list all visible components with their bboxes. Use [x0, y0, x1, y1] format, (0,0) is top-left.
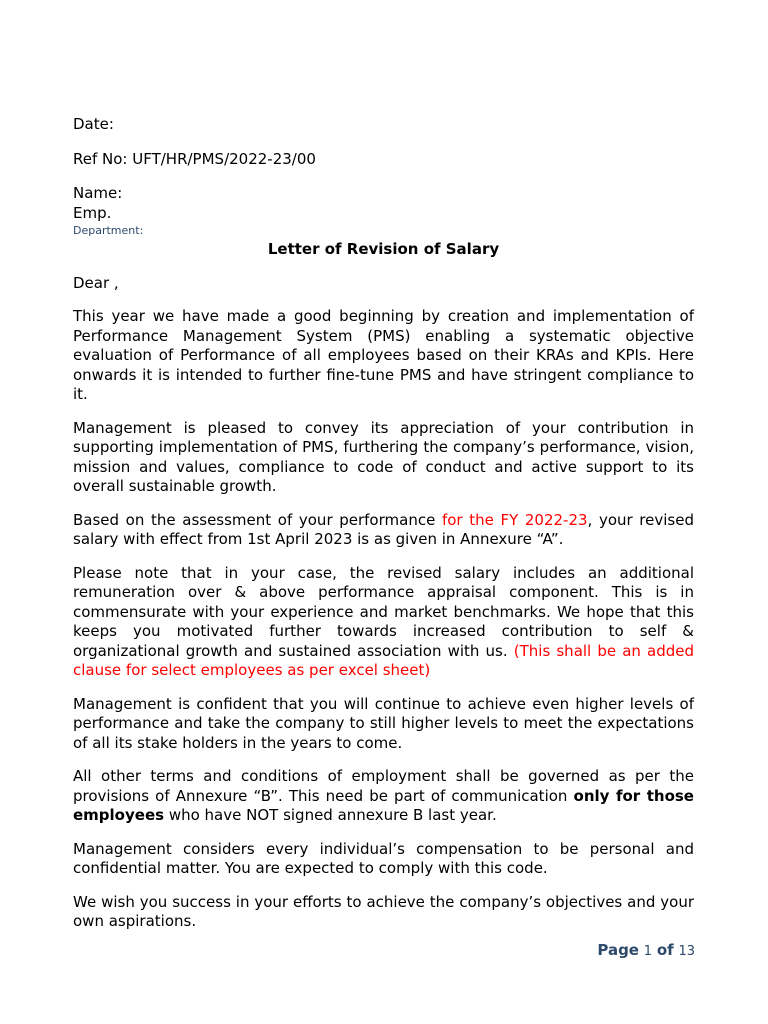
paragraph-closing: We wish you success in your efforts to achieve the company’s objectives and your own aspirations.	[73, 892, 694, 930]
clause-note-highlight: (This shall be an added clause for select employees as per excel sheet)	[73, 641, 695, 679]
terms-text-end: who have NOT signed annexure B last year.	[164, 806, 497, 824]
paragraph-intro: This year we have made a good beginning by creation and implementation of Performance Management System (PMS) enabling a systematic objective evaluation of Performance of all employees based on their KRAs and KPIs. Here onwards it is intended to further fine-tune PMS and have stringent compliance to it.	[73, 307, 694, 403]
reference-number: Ref No: UFT/HR/PMS/2022-23/00	[73, 149, 316, 168]
date-label: Date:	[73, 115, 114, 133]
current-page-number: 1	[643, 944, 653, 959]
department-label: Department:	[73, 224, 144, 237]
remuneration-text: Please note that in your case, the revised salary includes an additional remuneration over & above performance appraisal component. This is in commensurate with your experience and market benchmarks. We hope that this keeps you motivated further towards increased contribution to self & organizational growth and sustained association with us.	[73, 563, 694, 660]
employee-label: Emp.	[73, 203, 112, 222]
name-label: Name:	[73, 184, 123, 202]
paragraph-terms	[73, 767, 694, 826]
assessment-text: Based on the assessment of your performance	[73, 510, 442, 529]
page-word: Page	[597, 941, 639, 959]
paragraph-confidentiality: Management considers every individual’s compensation to be personal and confidential matter. You are expected to comply with this code.	[73, 839, 694, 877]
letter-body	[73, 115, 694, 932]
paragraph-appreciation: Management is pleased to convey its appreciation of your contribution in supporting implementation of PMS, furthering the company’s performance, vision, mission and values, compliance to code of conduct and active support to its overall sustainable growth.	[73, 418, 694, 495]
paragraph-assessment	[73, 511, 694, 550]
of-word: of	[656, 941, 674, 959]
letter-title: Letter of Revision of Salary	[267, 240, 500, 258]
paragraph-confidence: Management is confident that you will continue to achieve even higher levels of performance and take the company to still higher levels to meet the expectations of all its stake holders in the years to come.	[73, 694, 694, 752]
total-pages-number: 13	[678, 944, 695, 959]
paragraph-additional-remuneration	[73, 564, 694, 681]
terms-bold-text: only for those employees	[73, 786, 694, 824]
terms-text: All other terms and conditions of employment shall be governed as per the provisions of Annexure “B”. This need be part of communication	[73, 767, 694, 805]
page-number-footer	[597, 941, 695, 959]
assessment-text-end: , your revised salary with effect from 1st April 2023 is as given in Annexure “A”.	[73, 510, 694, 548]
fiscal-year-highlight: for the FY 2022-23	[441, 510, 588, 529]
salutation: Dear ,	[73, 273, 119, 292]
